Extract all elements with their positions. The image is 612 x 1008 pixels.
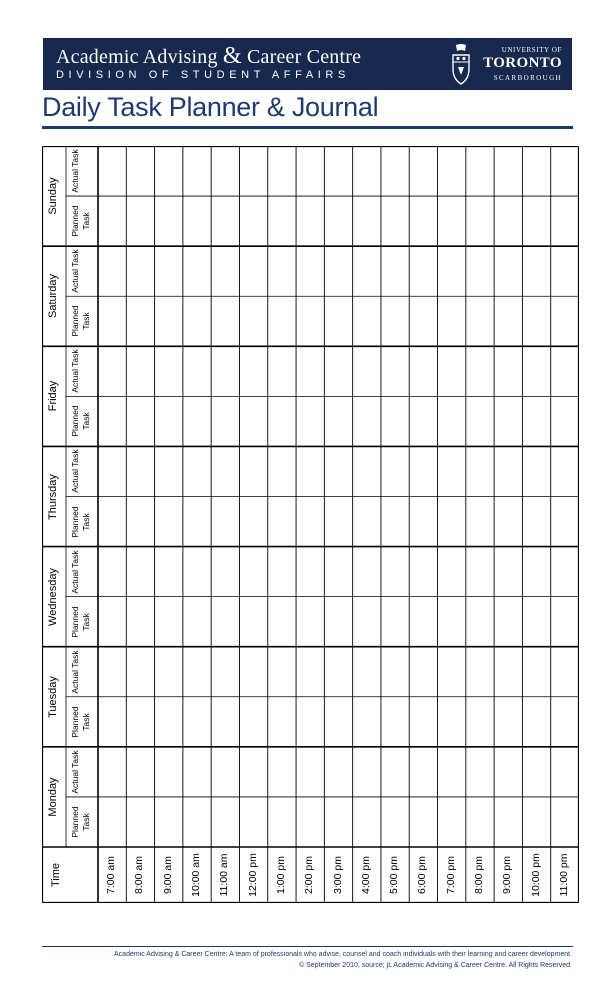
time-header: Time [50,862,62,888]
time-label: 5:00 pm [388,856,401,894]
day-label-friday: Friday [47,381,59,412]
time-label: 10:00 pm [529,853,542,897]
time-label: 9:00 pm [501,856,514,894]
day-label-thursday: Thursday [47,473,59,520]
time-label: 11:00 am [218,853,231,897]
actual-task-label: Actual Task [70,549,80,594]
day-label-sunday: Sunday [47,177,59,215]
actual-task-label: Actual Task [70,249,80,293]
planned-task-label: Planned Task [70,606,91,638]
time-label: 9:00 am [161,856,174,894]
day-label-wednesday: Wednesday [47,567,59,626]
day-label-monday: Monday [47,777,59,817]
time-label: 7:00 pm [444,856,457,894]
division-name: DIVISION OF STUDENT AFFAIRS [56,69,350,81]
time-label: 11:00 pm [557,853,570,897]
actual-task-label: Actual Task [70,449,80,494]
actual-task-label: Actual Task [70,650,80,694]
time-label: 12:00 pm [246,853,259,897]
day-label-saturday: Saturday [47,274,59,319]
university-line-3: SCARBOROUGH [493,74,562,82]
planned-task-label: Planned Task [70,505,91,538]
university-line-1: UNIVERSITY OF [501,46,562,54]
university-line-2: TORONTO [483,55,562,71]
planner-grid-lines [42,146,579,903]
footer-divider [42,946,573,947]
university-logo [450,43,562,87]
time-label: 4:00 pm [359,856,372,894]
planned-task-label: Planned Task [70,305,91,337]
page-title: Daily Task Planner & Journal [42,92,379,122]
time-label: 2:00 pm [303,856,316,894]
header-banner [43,38,572,90]
actual-task-label: Actual Task [70,149,80,193]
planned-task-label: Planned Task [70,706,91,738]
actual-task-label: Actual Task [70,349,80,393]
day-label-tuesday: Tuesday [47,675,59,718]
planned-task-label: Planned Task [70,205,91,237]
time-label: 6:00 pm [416,856,429,894]
org-name: Academic Advising & Career Centre [56,43,362,69]
time-label: 1:00 pm [274,856,287,894]
time-label: 8:00 am [133,856,146,894]
time-label: 3:00 pm [331,856,344,894]
actual-task-label: Actual Task [70,750,80,794]
time-label: 8:00 pm [472,856,485,894]
footer-tagline: Academic Advising & Career Centre: A team of professionals who advise, counsel and coach individuals with their learning and career development. [114,951,572,958]
title-divider [42,126,573,129]
crest-icon [450,43,472,85]
planner-grid [42,146,579,903]
time-label: 10:00 am [190,853,203,897]
footer-copyright: © September 2010, source; jL Academic Advising & Career Centre. All Rights Reserved. [299,962,572,969]
time-label: 7:00 am [105,856,118,894]
planned-task-label: Planned Task [70,806,91,838]
planned-task-label: Planned Task [70,405,91,437]
